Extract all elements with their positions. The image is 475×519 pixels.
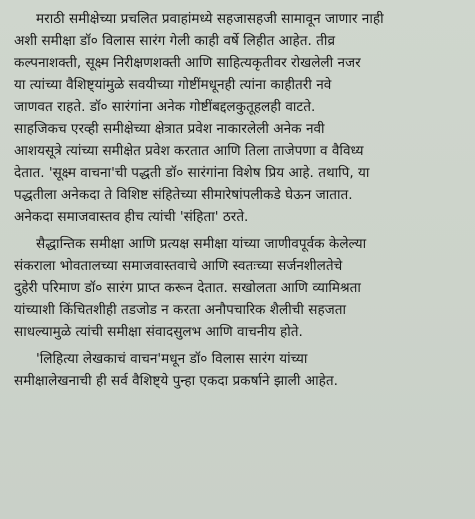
text-line: 'लिहित्या लेखकाचं वाचन'मधून डॉ० विलास सारंग यांच्या	[36, 351, 308, 367]
text-line: कल्पनाशक्ती, सूक्ष्म निरीक्षणशक्ती आणि साहित्यकृतीवर रोखलेली नजर	[14, 55, 361, 71]
text-line: यांच्याशी किंचितशीही तडजोड न करता अनौपचारिक शैलीची सहजता	[14, 302, 347, 318]
text-line: पद्धतीला अनेकदा ते विशिष्ट संहितेच्या सीमारेषांपलीकडे घेऊन जातात.	[14, 187, 353, 203]
text-line: अनेकदा समाजवास्तव हीच त्यांची 'संहिता' ठरते.	[14, 209, 249, 225]
paragraph-1	[14, 8, 465, 228]
paragraph-3	[14, 348, 465, 392]
text-line: सैद्धान्तिक समीक्षा आणि प्रत्यक्ष समीक्षा यांच्या जाणीवपूर्वक केलेल्या	[36, 236, 367, 252]
text-line: जाणवत राहते. डॉ० सारंगांना अनेक गोष्टींबद्दलकुतूहलही वाटते.	[14, 99, 316, 115]
text-line: देतात. 'सूक्ष्म वाचना'ची पद्धती डॉ० सारंगांना विशेष प्रिय आहे. तथापि, या	[14, 165, 370, 181]
text-line: या त्यांच्या वैशिष्ट्यांमुळे सवयीच्या गोष्टींमधूनही त्यांना काहीतरी नवे	[14, 77, 332, 93]
text-line: मराठी समीक्षेच्या प्रचलित प्रवाहांमध्ये सहजासहजी सामावून जाणार नाही	[36, 11, 384, 27]
text-line: अशी समीक्षा डॉ० विलास सारंग गेली काही वर्षे लिहीत आहेत. तीव्र	[14, 33, 335, 49]
text-line: साहजिकच एरव्ही समीक्षेच्या क्षेत्रात प्रवेश नाकारलेली अनेक नवी	[14, 121, 325, 137]
text-line: साधल्यामुळे त्यांची समीक्षा संवादसुलभ आणि वाचनीय होते.	[14, 324, 303, 340]
text-line: संकराला भोवतालच्या समाजवास्तवाचे आणि स्वतःच्या सर्जनशीलतेचे	[14, 258, 343, 274]
text-line: दुहेरी परिमाण डॉ० सारंग प्राप्त करून देतात. सखोलता आणि व्यामिश्रता	[14, 280, 361, 296]
paragraph-2	[14, 233, 465, 343]
text-line: समीक्षालेखनाची ही सर्व वैशिष्ट्ये पुन्हा एकदा प्रकर्षाने झाली आहेत.	[14, 373, 338, 389]
text-line: आशयसूत्रे त्यांच्या समीक्षेत प्रवेश करतात आणि तिला ताजेपणा व वैविध्य	[14, 143, 364, 159]
